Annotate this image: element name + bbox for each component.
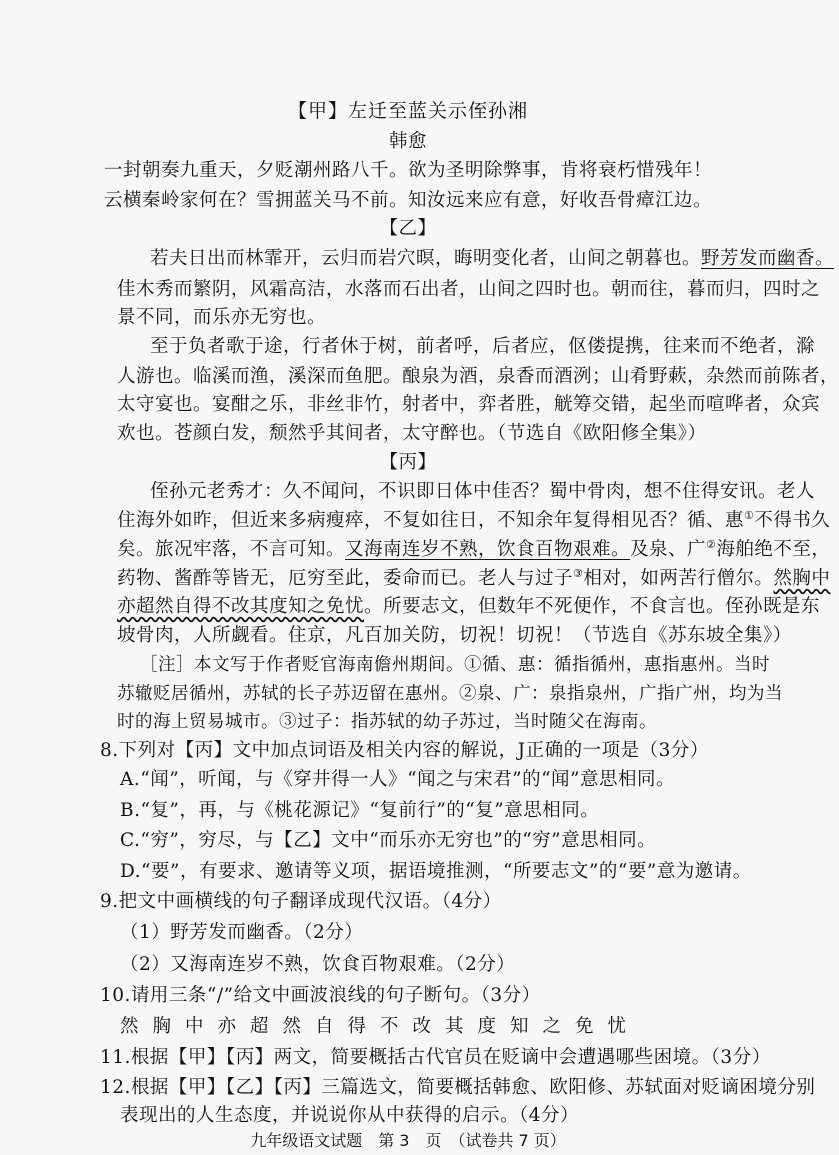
bing-text: 不得书久 <box>754 510 831 531</box>
yi-line-4: 至于负者歌于途，行者休于树，前者呼，后者应，伛偻提携，往来而不绝者，滁 <box>150 336 816 357</box>
bing-text: 矣。旅况牢落，不言可知。 <box>117 539 346 560</box>
bing-line-4 <box>117 564 830 590</box>
yi-text: 若夫日出而林霏开，云归而岩穴暝，晦明变化者，山间之朝暮也。 <box>150 248 702 269</box>
yi-line-6: 太守宴也。宴酣之乐，非丝非竹，射者中，弈者胜，觥筹交错，起坐而喧哗者，众宾 <box>117 394 821 415</box>
bing-wavy-sentence: 然胸中 <box>773 568 831 589</box>
section-jia-author: 韩愈 <box>388 131 427 152</box>
bing-line-5 <box>117 592 820 618</box>
bing-wavy-sentence: 亦超然自得不改其度知之免忧 <box>117 596 365 617</box>
poem-line-1: 一封朝奏九重天，夕贬潮州路八千。欲为圣明除弊事，肯将衰朽惜残年！ <box>103 160 712 181</box>
bing-text: 海舶绝不至， <box>716 539 831 560</box>
question-8-option-a: A.“闻”，听闻，与《穿井得一人》“闻之与宋君”的“闻”意思相同。 <box>120 769 675 790</box>
footnote-marker: ③ <box>573 566 584 580</box>
question-9-sub-2: （2）又海南连岁不熟，饮食百物艰难。（2分） <box>120 954 516 975</box>
section-bing-title: 【丙】 <box>379 452 437 473</box>
question-8-stem: 8.下列对【丙】文中加点词语及相关内容的解说，J正确的一项是（3分） <box>100 740 709 761</box>
footnote-marker: ② <box>706 537 717 551</box>
question-12-line-2: 表现出的人生态度，并说说你从中获得的启示。（4分） <box>120 1105 580 1126</box>
section-yi-title: 【乙】 <box>379 218 437 239</box>
question-8-option-c: C.“穷”，穷尽，与【乙】文中“而乐亦无穷也”的“穷”意思相同。 <box>120 830 657 851</box>
question-8-option-d: D.“要”，有要求、邀请等义项，据语境推测，“所要志文”的“要”意为邀请。 <box>120 861 752 882</box>
bing-underlined-sentence: 又海南连岁不熟，饮食百物艰难。 <box>345 539 631 560</box>
bing-text: 住海外如昨，但近来多病瘦瘁，不复如往日，不知余年复得相见否？循、惠 <box>117 510 745 531</box>
question-12-line-1: 12.根据【甲】【乙】【丙】三篇选文，简要概括韩愈、欧阳修、苏轼面对贬谪困境分别 <box>100 1077 816 1098</box>
section-jia-title: 【甲】左迁至蓝关示侄孙湘 <box>287 100 528 122</box>
poem-line-2: 云横秦岭家何在？雪拥蓝关马不前。知汝远来应有意，好收吾骨瘴江边。 <box>103 190 712 211</box>
bing-text: 药物、酱酢等皆无，厄穷至此，委命而已。老人与过子 <box>117 568 574 589</box>
bing-line-1: 侄孙元老秀才：久不闻问，不识即日体中佳否？蜀中骨肉，想不住得安讯。老人 <box>150 481 816 502</box>
bing-line-6: 坡骨肉，人所觑看。住京，凡百加关防，切祝！切祝！（节选自《苏东坡全集》） <box>117 625 792 646</box>
yi-line-3: 景不同，而乐亦无穷也。 <box>117 307 327 328</box>
question-10-sentence: 然胸中亦超然自得不改其度知之免忧 <box>120 1016 641 1037</box>
question-9-sub-1: （1）野芳发而幽香。（2分） <box>120 922 364 943</box>
question-10-stem: 10.请用三条“/”给文中画波浪线的句子断句。（3分） <box>100 985 541 1006</box>
yi-line-1 <box>150 244 834 270</box>
footnote-marker: ① <box>744 508 755 522</box>
bing-text: 。所要志文，但数年不死便作，不食言也。侄孙既是东 <box>364 596 821 617</box>
yi-line-5: 人游也。临溪而渔，溪深而鱼肥。酿泉为酒，泉香而酒洌；山肴野蔌，杂然而前陈者， <box>117 366 839 387</box>
question-8-option-b: B.“复”，再，与《桃花源记》“复前行”的“复”意思相同。 <box>120 800 600 821</box>
note-line-3: 时的海上贸易城市。③过子：指苏轼的幼子苏过，当时随父在海南。 <box>117 712 657 732</box>
question-9-stem: 9.把文中画横线的句子翻译成现代汉语。（4分） <box>100 891 502 912</box>
yi-line-7: 欢也。苍颜白发，颓然乎其间者，太守醉也。（节选自《欧阳修全集》） <box>117 423 707 444</box>
note-line-2: 苏辙贬居循州，苏轼的长子苏迈留在惠州。②泉、广：泉指泉州，广指广州，均为当 <box>117 684 783 704</box>
bing-line-3 <box>117 535 830 561</box>
note-line-1: ［注］本文写于作者贬官海南儋州期间。①循、惠：循指循州，惠指惠州。当时 <box>140 655 770 675</box>
bing-line-2 <box>117 506 830 532</box>
page-footer: 九年级语文试题 第 3 页 （试卷共 7 页） <box>250 1131 566 1150</box>
yi-underlined-sentence: 野芳发而幽香。 <box>701 248 835 269</box>
bing-text: 相对，如两苦行僧尔。 <box>583 568 774 589</box>
yi-line-2: 佳木秀而繁阴，风霜高洁，水落而石出者，山间之四时也。朝而往，暮而归，四时之 <box>117 279 821 300</box>
question-11-stem: 11.根据【甲】【丙】两文，简要概括古代官员在贬谪中会遭遇哪些困境。（3分） <box>100 1047 771 1068</box>
bing-text: 及泉、广 <box>630 539 707 560</box>
